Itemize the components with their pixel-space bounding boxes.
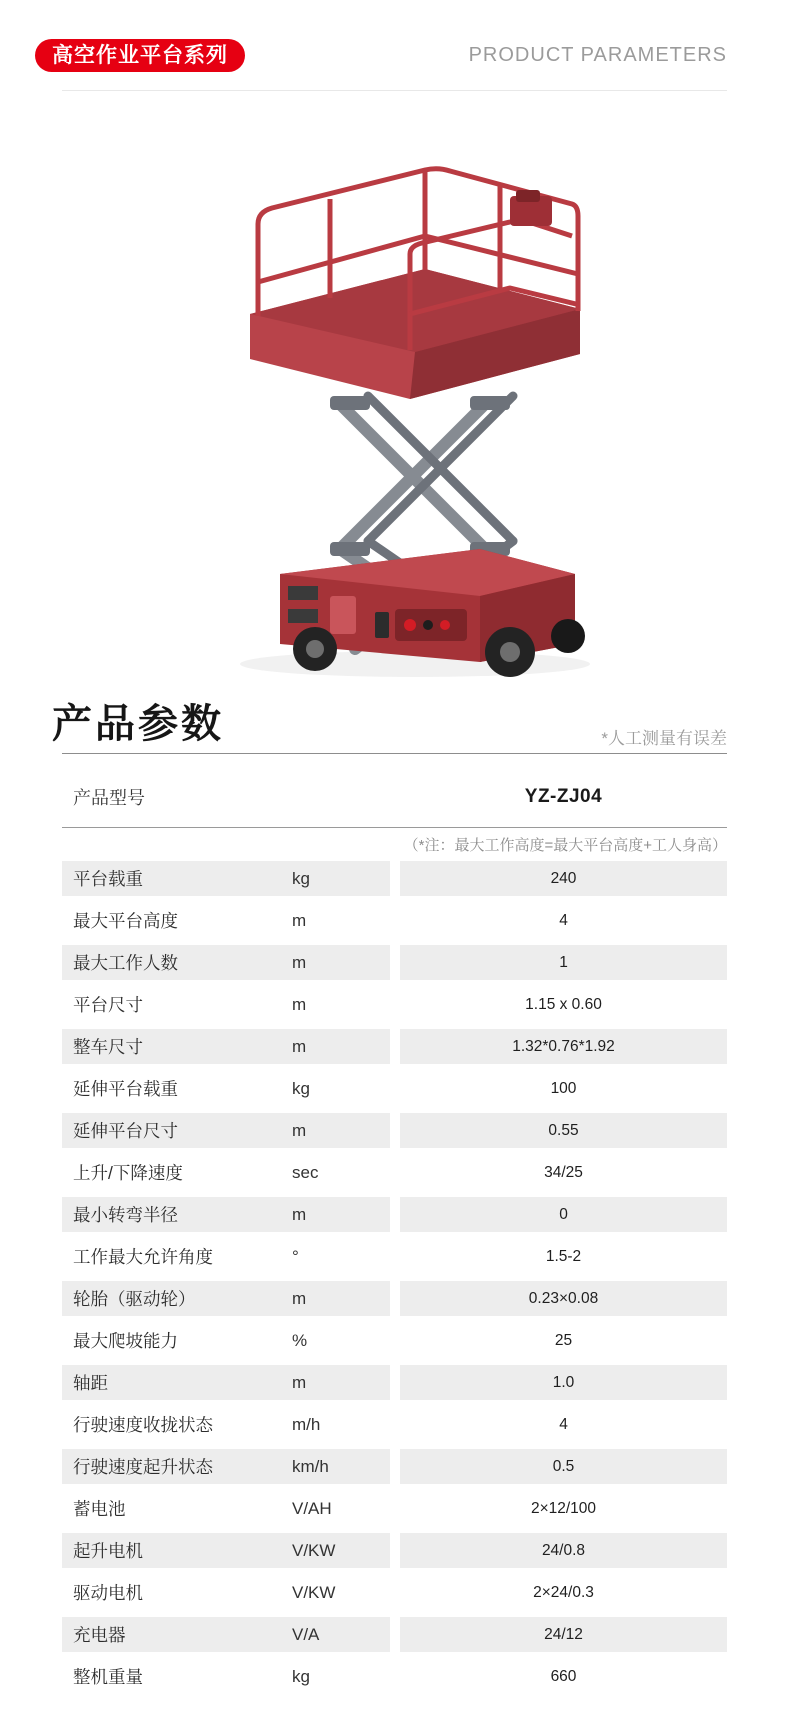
spec-unit: m: [292, 994, 307, 1014]
spec-value: 240: [400, 861, 727, 896]
table-row: [62, 861, 727, 896]
table-row: [62, 1197, 727, 1232]
spec-unit: m: [292, 1372, 307, 1392]
spec-unit: sec: [292, 1162, 319, 1182]
cell-gap: [390, 1071, 400, 1106]
spec-label: 最大爬坡能力: [73, 1331, 178, 1351]
spec-value: 25: [554, 1331, 573, 1349]
table-row: [62, 1533, 727, 1568]
page-header: [35, 36, 727, 74]
table-row: [62, 1617, 727, 1652]
spec-value: 0: [400, 1197, 727, 1232]
spec-value: 1.0: [400, 1365, 727, 1400]
spec-value: 1.15 x 0.60: [525, 995, 602, 1013]
title-divider: [62, 753, 727, 754]
working-height-note: （*注：最大工作高度=最大平台高度+工人身高）: [403, 837, 727, 854]
spec-value: 0.55: [400, 1113, 727, 1148]
spec-value: 0.5: [400, 1449, 727, 1484]
spec-unit: km/h: [292, 1456, 329, 1476]
table-row: [62, 1659, 727, 1694]
spec-value: 4: [559, 1415, 568, 1433]
spec-unit: V/AH: [292, 1498, 332, 1518]
measurement-note: *人工测量有误差: [601, 729, 727, 748]
cell-gap: [390, 1617, 400, 1652]
cell-gap: [390, 1239, 400, 1274]
spec-value: 24/12: [400, 1617, 727, 1652]
table-row: [62, 1071, 727, 1106]
spec-value: 24/0.8: [400, 1533, 727, 1568]
table-row: [62, 1029, 727, 1064]
spec-value: 0.23×0.08: [400, 1281, 727, 1316]
spec-label: 延伸平台载重: [73, 1079, 178, 1099]
spec-value: 100: [550, 1079, 577, 1097]
cell-gap: [390, 861, 400, 896]
spec-table: [62, 861, 727, 1701]
cell-gap: [390, 1197, 400, 1232]
table-row: [62, 1239, 727, 1274]
spec-label: 驱动电机: [73, 1583, 143, 1603]
scissor-lift-product-image: [180, 104, 610, 684]
table-row: [62, 1491, 727, 1526]
header-english-label: PRODUCT PARAMETERS: [468, 43, 727, 66]
spec-label: 整车尺寸: [73, 1037, 143, 1057]
cell-gap: [390, 987, 400, 1022]
table-row: [62, 1575, 727, 1610]
spec-label: 轮胎（驱动轮）: [73, 1289, 196, 1309]
spec-value: 1: [400, 945, 727, 980]
spec-unit: V/KW: [292, 1582, 336, 1602]
spec-label: 行驶速度起升状态: [73, 1457, 213, 1477]
spec-unit: m/h: [292, 1414, 321, 1434]
product-figure: [0, 104, 790, 689]
spec-unit: kg: [292, 868, 310, 888]
spec-unit: m: [292, 952, 307, 972]
spec-unit: °: [292, 1246, 299, 1266]
spec-label: 上升/下降速度: [73, 1163, 183, 1183]
cell-gap: [390, 903, 400, 938]
spec-label: 平台尺寸: [73, 995, 143, 1015]
cell-gap: [390, 1281, 400, 1316]
spec-unit: V/KW: [292, 1540, 336, 1560]
spec-label: 起升电机: [73, 1541, 143, 1561]
table-row: [62, 1155, 727, 1190]
cell-gap: [390, 1491, 400, 1526]
spec-unit: m: [292, 1204, 307, 1224]
section-title: 产品参数: [52, 702, 224, 746]
spec-unit: m: [292, 1120, 307, 1140]
cell-gap: [390, 1407, 400, 1442]
model-label: 产品型号: [73, 788, 145, 808]
table-row: [62, 945, 727, 980]
header-divider: [62, 90, 727, 91]
spec-label: 行驶速度收拢状态: [73, 1415, 213, 1435]
table-row: [62, 1113, 727, 1148]
table-row: [62, 1449, 727, 1484]
spec-label: 充电器: [73, 1625, 126, 1645]
cell-gap: [390, 1659, 400, 1694]
spec-value: 2×24/0.3: [533, 1583, 594, 1601]
spec-unit: m: [292, 1036, 307, 1056]
cell-gap: [390, 1323, 400, 1358]
spec-label: 平台载重: [73, 869, 143, 889]
table-row: [62, 1365, 727, 1400]
spec-label: 最大工作人数: [73, 953, 178, 973]
spec-label: 工作最大允许角度: [73, 1247, 213, 1267]
spec-label: 轴距: [73, 1373, 108, 1393]
spec-value: 4: [559, 911, 568, 929]
model-divider: [62, 827, 727, 828]
cell-gap: [390, 1575, 400, 1610]
cell-gap: [390, 1365, 400, 1400]
spec-value: 34/25: [544, 1163, 583, 1181]
cell-gap: [390, 1449, 400, 1484]
spec-unit: kg: [292, 1078, 310, 1098]
model-row: [62, 780, 727, 814]
spec-unit: m: [292, 910, 307, 930]
table-row: [62, 1323, 727, 1358]
spec-label: 整机重量: [73, 1667, 143, 1687]
spec-value: 1.5-2: [545, 1247, 582, 1265]
spec-unit: m: [292, 1288, 307, 1308]
table-row: [62, 987, 727, 1022]
spec-label: 蓄电池: [73, 1499, 126, 1519]
spec-unit: kg: [292, 1666, 310, 1686]
spec-label: 最大平台高度: [73, 911, 178, 931]
cell-gap: [390, 1029, 400, 1064]
cell-gap: [390, 1113, 400, 1148]
cell-gap: [390, 1155, 400, 1190]
spec-value: 660: [550, 1667, 577, 1685]
spec-unit: V/A: [292, 1624, 320, 1644]
model-value: YZ-ZJ04: [524, 786, 603, 807]
spec-unit: %: [292, 1330, 308, 1350]
cell-gap: [390, 945, 400, 980]
table-row: [62, 1281, 727, 1316]
spec-label: 延伸平台尺寸: [73, 1121, 178, 1141]
series-badge: 高空作业平台系列: [35, 39, 245, 72]
table-row: [62, 1407, 727, 1442]
cell-gap: [390, 1533, 400, 1568]
spec-label: 最小转弯半径: [73, 1205, 178, 1225]
spec-value: 2×12/100: [530, 1499, 597, 1517]
table-row: [62, 903, 727, 938]
spec-value: 1.32*0.76*1.92: [400, 1029, 727, 1064]
